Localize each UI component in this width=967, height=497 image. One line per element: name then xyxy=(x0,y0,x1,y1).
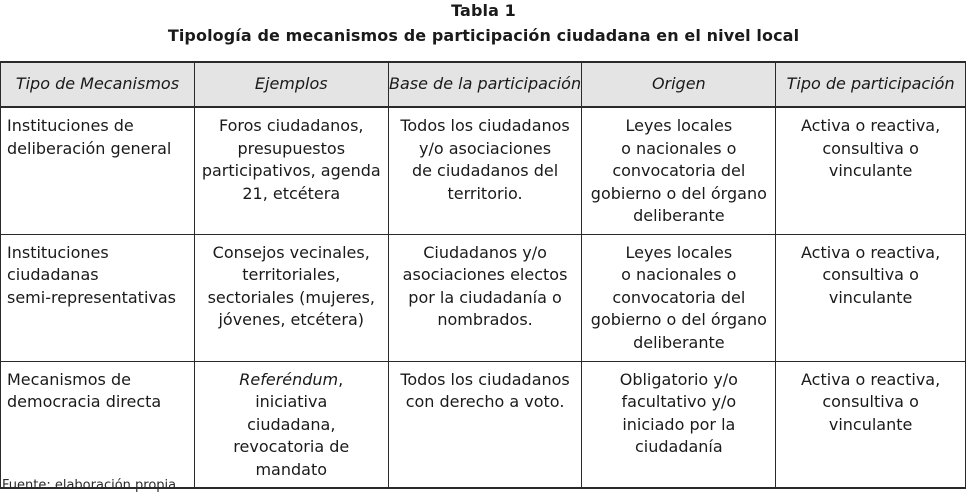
cell-line: participativos, agenda xyxy=(201,161,381,180)
cell-line xyxy=(201,369,382,414)
cell-line: deliberante xyxy=(633,332,725,352)
table-row xyxy=(1,107,966,234)
cell-line: democracia directa xyxy=(7,392,162,411)
header-origen: Origen xyxy=(582,62,776,107)
cell-line: Instituciones de xyxy=(7,116,134,135)
cell-line: convocatoria del xyxy=(612,287,746,307)
cell-line: facultativo y/o xyxy=(621,392,737,411)
cell-line: deliberante xyxy=(633,206,725,225)
table-row xyxy=(1,361,966,488)
table-row xyxy=(1,234,966,361)
header-tipo-mecanismos: Tipo de Mecanismos xyxy=(1,62,195,107)
cell-line: consultiva o xyxy=(822,138,919,158)
cell-line: Ciudadanos y/o xyxy=(423,242,547,262)
cell-tipo xyxy=(1,361,195,488)
cell-line: Consejos vecinales, xyxy=(212,242,370,262)
cell-participacion xyxy=(776,234,966,361)
cell-line: asociaciones electos xyxy=(402,265,568,284)
cell-line: vinculante xyxy=(828,287,913,307)
cell-origen xyxy=(582,234,776,361)
table-label: Tabla 1 xyxy=(451,1,516,20)
cell-line: nombrados. xyxy=(437,310,533,329)
cell-line: deliberación general xyxy=(7,138,172,158)
header-tipo-participacion: Tipo de participación xyxy=(776,62,966,107)
cell-line: gobierno o del órgano xyxy=(590,310,767,329)
table-header-row xyxy=(1,62,966,107)
cell-line: Todos los ciudadanos xyxy=(400,369,570,389)
cell-tipo xyxy=(1,234,195,361)
cell-tipo xyxy=(1,107,195,234)
cell-line: o nacionales o xyxy=(621,265,737,284)
cell-line: de ciudadanos del xyxy=(411,161,559,180)
cell-line: Activa o reactiva, xyxy=(801,242,941,262)
cell-line: Activa o reactiva, xyxy=(801,116,941,135)
cell-line: con derecho a voto. xyxy=(405,392,565,411)
cell-base xyxy=(388,361,582,488)
header-base-participacion: Base de la participación xyxy=(388,62,582,107)
cell-line: jóvenes, etcétera) xyxy=(218,310,365,329)
cell-origen xyxy=(582,107,776,234)
cell-line: iniciado por la xyxy=(622,414,736,434)
cell-base xyxy=(388,107,582,234)
cell-origen xyxy=(582,361,776,488)
cell-line: 21, etcétera xyxy=(242,183,341,203)
header-ejemplos: Ejemplos xyxy=(194,62,388,107)
cell-line: gobierno o del órgano xyxy=(590,183,767,203)
cell-participacion xyxy=(776,107,966,234)
cell-line: presupuestos xyxy=(237,138,346,158)
table-title: Tipología de mecanismos de participación ciudadana en el nivel local xyxy=(167,26,800,45)
cell-line: sectoriales (mujeres, xyxy=(207,287,375,307)
cell-line: Obligatorio y/o xyxy=(619,369,738,389)
cell-line: o nacionales o xyxy=(621,138,737,158)
cell-line: ciudadana, xyxy=(247,414,336,434)
cell-line: vinculante xyxy=(828,161,913,180)
mechanisms-table xyxy=(0,61,966,489)
cell-line: Todos los ciudadanos xyxy=(400,116,570,135)
source-note: Fuente: elaboración propia xyxy=(2,478,177,493)
cell-line: Mecanismos de xyxy=(7,369,131,389)
cell-line: Foros ciudadanos, xyxy=(218,116,364,135)
cell-ejemplos xyxy=(194,107,388,234)
cell-line: territorio. xyxy=(447,183,523,203)
cell-line: Leyes locales xyxy=(625,116,733,135)
cell-line: convocatoria del xyxy=(612,161,746,180)
cell-line: consultiva o xyxy=(822,392,919,411)
cell-line: territoriales, xyxy=(242,265,341,284)
cell-line: ciudadanía xyxy=(634,437,723,456)
cell-participacion xyxy=(776,361,966,488)
cell-line: vinculante xyxy=(828,414,913,434)
cell-line: Leyes locales xyxy=(625,242,733,262)
cell-line: mandato xyxy=(255,459,328,479)
cell-base xyxy=(388,234,582,361)
cell-line: semi-representativas xyxy=(7,287,177,307)
italic-term: Referéndum xyxy=(239,369,339,389)
cell-ejemplos xyxy=(194,361,388,488)
cell-line: y/o asociaciones xyxy=(419,138,552,158)
cell-line: ciudadanas xyxy=(7,265,99,284)
cell-line: Instituciones xyxy=(7,242,109,262)
cell-line: consultiva o xyxy=(822,265,919,284)
cell-ejemplos xyxy=(194,234,388,361)
cell-line: Activa o reactiva, xyxy=(801,369,941,389)
cell-line: por la ciudadanía o xyxy=(408,287,562,307)
cell-text: , iniciativa xyxy=(255,369,344,411)
cell-line: revocatoria de xyxy=(233,437,350,456)
